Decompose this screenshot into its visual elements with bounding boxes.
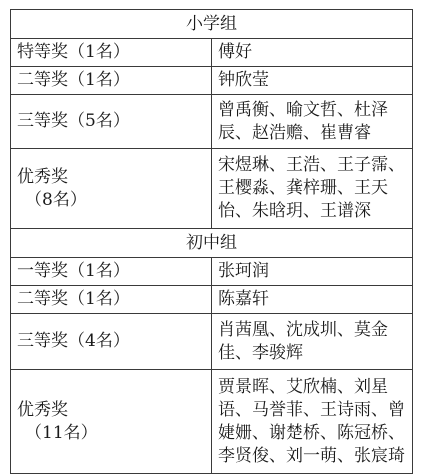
- award-name-line1: 优秀奖: [17, 166, 68, 187]
- table-row: [11, 149, 413, 229]
- winners-list: 傅好: [212, 39, 413, 67]
- table-row: [11, 39, 413, 67]
- table-row: [11, 67, 413, 95]
- award-name: 一等奖（1名）: [11, 258, 212, 286]
- winners-list: 曾禹衡、喻文哲、杜泽辰、赵浩赡、崔曹睿: [212, 95, 413, 149]
- table-row: [11, 370, 413, 474]
- table-row: [11, 95, 413, 149]
- award-name: [11, 370, 212, 474]
- winners-list: 钟欣莹: [212, 67, 413, 95]
- winners-list: 贾景晖、艾欣楠、刘星语、马誉菲、王诗雨、曾婕姗、谢楚桥、陈冠桥、李贤俊、刘一萌、张宸琦: [212, 370, 413, 474]
- table-row: [11, 286, 413, 314]
- group-header-row: [11, 229, 413, 258]
- junior-group-title: 初中组: [11, 229, 413, 258]
- winners-list: 张珂润: [212, 258, 413, 286]
- award-name: 三等奖（4名）: [11, 314, 212, 370]
- award-name: 特等奖（1名）: [11, 39, 212, 67]
- award-name: [11, 149, 212, 229]
- award-name: 二等奖（1名）: [11, 286, 212, 314]
- award-name-line1: 优秀奖: [17, 399, 68, 420]
- award-name: 三等奖（5名）: [11, 95, 212, 149]
- winners-list: 宋煜琳、王浩、王子霈、王樱淼、龚梓珊、王天怡、朱晗玥、王谱深: [212, 149, 413, 229]
- group-header-row: [11, 10, 413, 39]
- winners-list: 陈嘉轩: [212, 286, 413, 314]
- winners-list: 肖茜凰、沈成圳、莫金佳、李骏辉: [212, 314, 413, 370]
- award-name: 二等奖（1名）: [11, 67, 212, 95]
- primary-group-title: 小学组: [11, 10, 413, 39]
- table-row: [11, 258, 413, 286]
- award-name-line2: （11名）: [25, 422, 98, 443]
- awards-table: [10, 9, 413, 474]
- award-name-line2: （8名）: [25, 189, 87, 210]
- table-row: [11, 314, 413, 370]
